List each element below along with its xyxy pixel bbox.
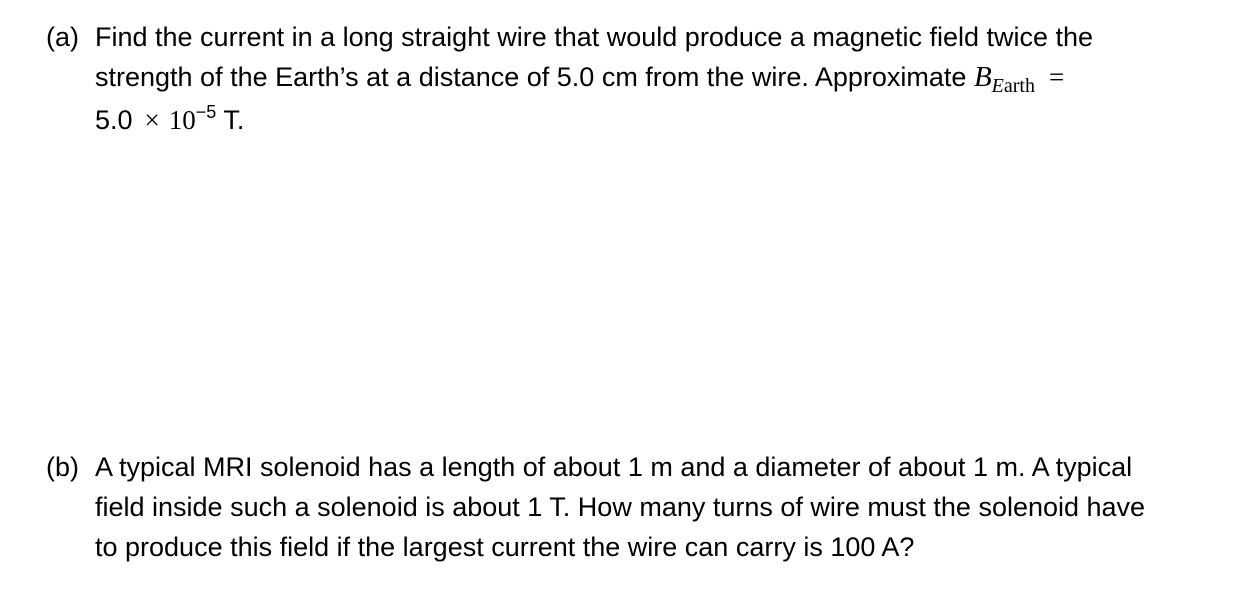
- question-b: [46, 447, 1246, 567]
- question-a: [46, 17, 1246, 143]
- question-a-body: [95, 17, 1246, 143]
- question-a-line-1: Find the current in a long straight wire that would produce a magnetic field twice the: [95, 22, 1094, 52]
- question-b-line-3: to produce this field if the largest current the wire can carry is 100 A?: [95, 532, 915, 562]
- question-a-label: (a): [46, 22, 79, 52]
- question-b-line-1: A typical MRI solenoid has a length of about 1 m and a diameter of about 1 m. A typical: [95, 452, 1133, 482]
- value-base: 10: [168, 105, 196, 135]
- b-earth-symbol: B: [973, 61, 992, 93]
- value-unit: T.: [216, 105, 245, 135]
- question-a-line-3: [95, 100, 1246, 143]
- b-earth-subscript-e: E: [991, 75, 1004, 97]
- times-sign: ×: [144, 105, 160, 135]
- value-exponent: −5: [195, 102, 217, 122]
- question-a-line-2-text: strength of the Earth’s at a distance of 5.0 cm from the wire. Approximate: [95, 62, 974, 92]
- question-b-body: [95, 447, 1246, 567]
- value-mantissa: 5.0: [95, 105, 133, 135]
- equals-sign: =: [1048, 62, 1065, 92]
- b-earth-subscript-rest: arth: [1003, 75, 1035, 97]
- question-b-label: (b): [46, 452, 79, 482]
- question-a-line-2: [95, 57, 1246, 100]
- question-b-line-2: field inside such a solenoid is about 1 T. How many turns of wire must the solenoid have: [95, 492, 1146, 522]
